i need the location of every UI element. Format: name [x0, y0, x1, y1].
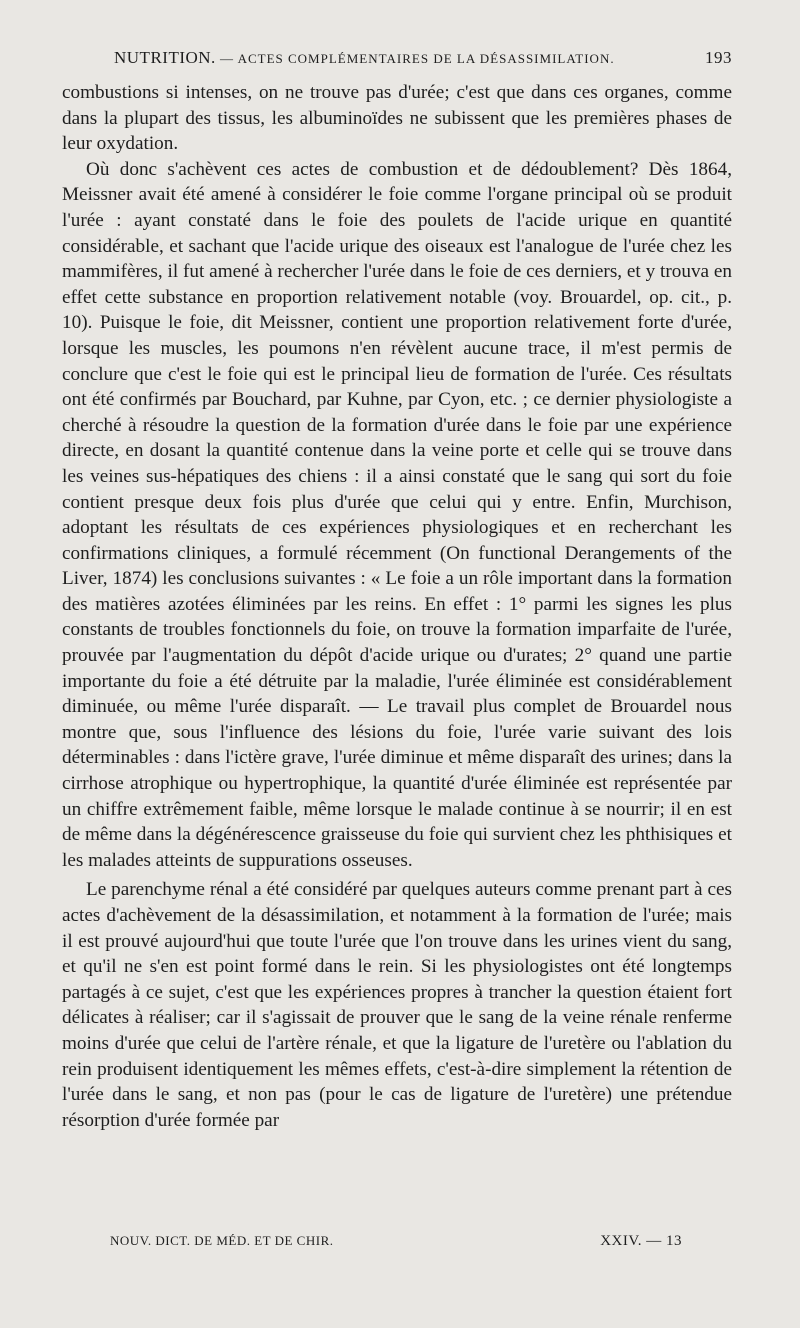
footer-publication: NOUV. DICT. DE MÉD. ET DE CHIR.	[110, 1233, 334, 1248]
running-title-lead: NUTRITION.	[114, 48, 216, 67]
running-title	[114, 48, 615, 68]
paragraph-3: Le parenchyme rénal a été considéré par quelques auteurs comme prenant part à ces actes d'achèvement de la désassimilation, et notamment à la formation de l'urée; mais il est prouvé aujourd'hui que toute l'urée que l'on trouve dans les urines vient du sang, et qu'il ne s'en est point formé dans le rein. Si les physiologistes ont été longtemps partagés à ce sujet, c'est que les expériences propres à trancher la question étaient fort délicates à réaliser; car il s'agissait de prouver que le sang de la veine rénale renferme moins d'urée que celui de l'artère rénale, et que la ligature de l'uretère ou l'ablation du rein produisent identiquement les mêmes effets, c'est-à-dire simplement la rétention de l'urée dans le sang, et non pas (pour le cas de ligature de l'uretère) une prétendue résorption d'urée formée par	[62, 879, 732, 1131]
paragraph-1: combustions si intenses, on ne trouve pas d'urée; c'est que dans ces organes, comme dans la plupart des tissus, les albuminoïdes ne subissent que les premières phases de leur oxydation.	[62, 82, 732, 155]
page-number: 193	[705, 48, 732, 67]
running-title-rest: — ACTES COMPLÉMENTAIRES DE LA DÉSASSIMILATION.	[215, 51, 615, 66]
running-header	[62, 48, 732, 72]
paragraph-2: Où donc s'achèvent ces actes de combustion et de dédoublement? Dès 1864, Meissner avait été amené à considérer le foie comme l'organe principal où se produit l'urée : ayant constaté dans le foie des poulets de l'acide urique en quantité considérable, et sachant que l'acide urique des oiseaux est l'analogue de l'urée chez les mammifères, il fut amené à rechercher l'urée dans le foie de ces derniers, et y trouva en effet cette substance en proportion relativement notable (voy. Brouardel, op. cit., p. 10). Puisque le foie, dit Meissner, contient une proportion relativement forte d'urée, lorsque les muscles, les poumons n'en révèlent aucune trace, il m'est permis de conclure que c'est le foie qui est le principal lieu de formation de l'urée. Ces résultats ont été confirmés par Bouchard, par Kuhne, par Cyon, etc. ; ce dernier physiologiste a cherché à résoudre la question de la formation d'urée dans le foie par une expérience directe, en dosant la quantité contenue dans la veine porte et celle qui se trouve dans les veines sus-hépatiques des chiens : il a ainsi constaté que le sang qui sort du foie contient presque deux fois plus d'urée que celui qui y entre. Enfin, Murchison, adoptant les résultats de ces expériences physiologiques et en recherchant les confirmations cliniques, a formulé récemment (On functional Derangements of the Liver, 1874) les conclusions suivantes : « Le foie a un rôle important dans la formation des matières azotées éliminées par les reins. En effet : 1° parmi les signes les plus constants de troubles fonctionnels du foie, on trouve la formation imparfaite de l'urée, prouvée par l'augmentation du dépôt d'acide urique ou d'urates; 2° quand une partie importante du foie a été détruite par la maladie, l'urée éliminée est considérablement diminuée, ou même l'urée disparaît. — Le travail plus complet de Brouardel nous montre que, sous l'influence des lésions du foie, l'urée varie suivant des lois déterminables : dans l'ictère grave, l'urée diminue et même disparaît des urines; dans la cirrhose atrophique ou hypertrophique, la quantité d'urée éliminée est représentée par un chiffre extrêmement faible, même lorsque le malade continue à se nourrir; il en est de même dans la dégénérescence graisseuse du foie qui survient chez les phthisiques et les malades atteints de suppurations osseuses.	[62, 158, 732, 871]
body-text	[62, 80, 732, 1133]
footer-signature: XXIV. — 13	[600, 1233, 682, 1249]
